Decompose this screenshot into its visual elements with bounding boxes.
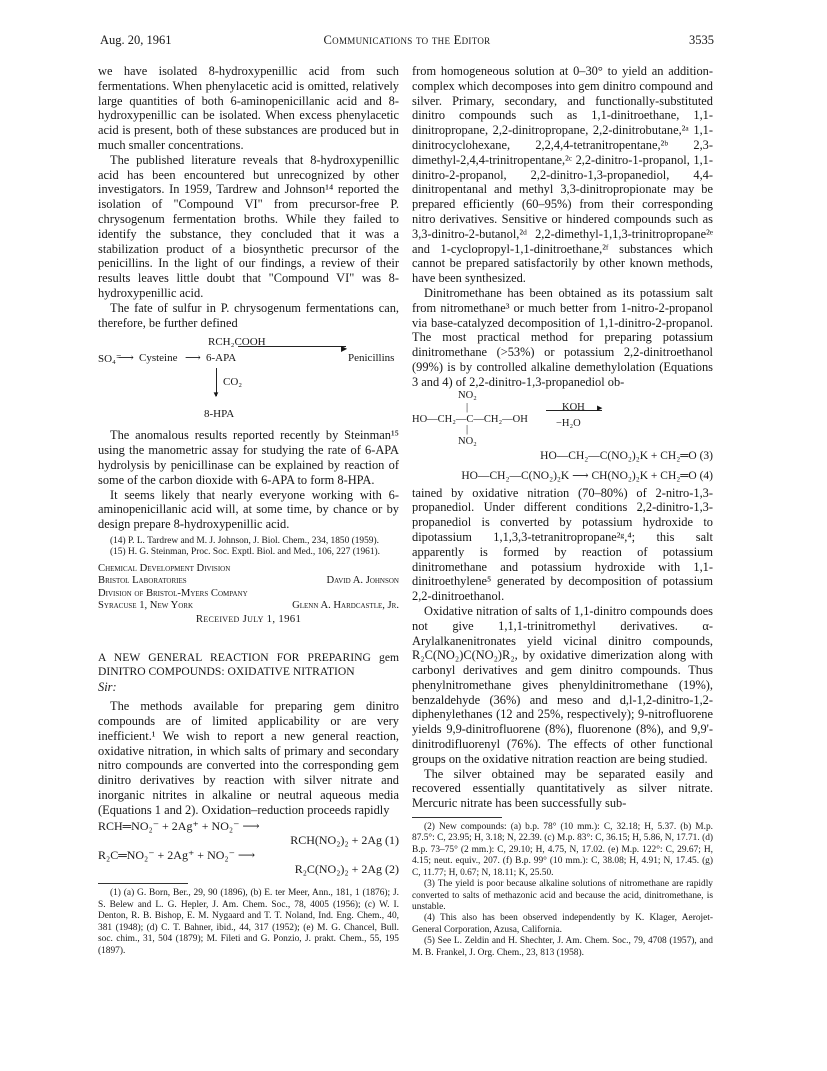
received-date: Received July 1, 1961 [195, 613, 302, 626]
equation-1-right: RCH(NO₂)₂ + 2Ag (1) [290, 833, 399, 848]
header-page-number: 3535 [689, 33, 714, 47]
arrow-icon: ⟶ [118, 352, 134, 365]
scheme-rch2cooh: RCH₂COOH [208, 336, 266, 349]
reagent-koh: KOH [562, 401, 585, 413]
scheme-so4: SO₄⁼ [98, 353, 122, 366]
paragraph: Dinitromethane has been obtained as its potassium salt from nitromethane³ or much better from 1-nitro-2-propanol via base-catalyzed decomposition of 1,1-dinitro-2-propanol. The most practical method for preparing potassium dinitromethane (>53%) or potassium 2,2-dinitroethanol (99%) is by controlled alkaline demethylolation (Equations 3 and 4) of 2,2-dinitro-1,3-propanediol ob- [412, 285, 713, 389]
salutation: Sir: [98, 680, 117, 695]
arrow-line [238, 346, 346, 355]
paragraph: Oxidative nitration of salts of 1,1-dinitro compounds does not give 1,1,1-trinitromethyl derivatives. α-Arylalkanenitronates yield vicinal dinitro compounds, R₂C(NO₂)C(NO₂)R₂, by oxidative dimerization along with carbonyl derivatives and gem dinitro compounds. Thus phenylnitromethane gives phenyldinitromethane (19%), benzaldehyde (36%) and meso and d,l-1,2-dinitro-1,2-diphenylethanes (12 and 25%, respectively); 9-nitrofluorene yields 9,9-dinitrofluorene (8%), fluorenone (8%), and 9,9'-dinitrodifluorenyl (76%). The effects of other functional groups on the oxidative nitration reaction are being studied. [412, 603, 713, 766]
paragraph: It seems likely that nearly everyone working with 6-aminopenicillanic acid will, at some time, by chance or by design prepare 8-hydroxypenillic acid. [98, 487, 399, 532]
paragraph: The silver obtained may be separated easily and recovered essentially quantitatively as silver nitrate. Mercuric nitrate has been successfully sub- [412, 766, 713, 811]
footnote: (15) H. G. Steinman, Proc. Soc. Exptl. Biol. and Med., 106, 227 (1961). [110, 547, 381, 558]
equation-3: HO—CH₂—C(NO₂)₂K + CH₂═O (3) [540, 449, 713, 462]
header-date: Aug. 20, 1961 [100, 33, 172, 47]
paragraph: from homogeneous solution at 0–30° to yield an addition-complex which decomposes into gem dinitro compound and silver. Primary, secondary, and functionally-substituted dinitro compounds such as 1,1-dinitroethane, 1,1-dinitropropane, 2,2-dinitropropane, 2,2-dinitrobutane,²ᵃ 1,1-dinitrocyclohexane, 2,2,4,4-tetranitropentane,²ᵇ 2,3-dimethyl-2,4,4-trinitropentane,²ᶜ 2,2-dinitro-1-propanol, 1,1-dinitro-2-propanol, 2,2-dinitro-1,3-propanediol, 4,4-dinitropentanal and methyl 3,3-dinitropropionate may be prepared efficiently (60–95%) from their corresponding nitro derivatives. Sensitive or hindered compounds such as 3,3-dinitro-2-butanol,²ᵈ 2,2-dimethyl-1,1,3-trinitropropane²ᵉ and 1-cyclopropyl-1,1-dinitroethane,²ᶠ substances which cannot be prepared satisfactorily by other known methods, have been synthesized. [412, 64, 713, 286]
author-name: Glenn A. Hardcastle, Jr. [292, 599, 399, 611]
header-section: Communications to the Editor [323, 33, 491, 47]
scheme-co2: CO₂ [223, 376, 243, 389]
affiliation-line: Division of Bristol-Myers Company [98, 587, 248, 599]
paragraph: The methods available for preparing gem dinitro compounds are of limited applicability or are very inefficient.¹ We wish to report a new general reaction, oxidative nitration, in which salts of primary and secondary nitro compounds are converted into the corresponding gem dinitro derivatives by reaction with silver nitrate and inorganic nitrites in alkaline or neutral aqueous media (Equations 1 and 2). Oxidation–reduction proceeds rapidly [98, 699, 399, 817]
right-column [412, 64, 713, 959]
demethylolation-scheme: NO₂ | HO—CH₂—C—CH₂—OH | NO₂ KOH ▶ −H₂O HO—CH₂—C(NO₂)₂K + CH₂═O (3) HO—CH₂—C(NO₂)₂K ⟶ CH(NO₂)₂K + CH₂═O (4) [412, 389, 713, 482]
struct-no2-top: NO₂ [458, 389, 477, 401]
affiliation-row [98, 600, 399, 612]
equations-1-2 [98, 817, 399, 877]
paragraph: The fate of sulfur in P. chrysogenum fermentations can, therefore, be further defined [98, 300, 399, 330]
paragraph: The published literature reveals that 8-hydroxypenillic acid has been encountered but unrecognized by other investigators. In 1959, Tardrew and Johnson¹⁴ reported the isolation of "Compound VI" from precursor-free P. chrysogenum fermentation broths. While they failed to identify the substance, they concluded that it was a stabilization product of a biosynthetic precursor of the penicillins. In the light of our findings, a review of their results leaves little doubt that "Compound VI" was 8-hydroxypenillic acid. [98, 152, 399, 300]
reagent-water: −H₂O [556, 417, 581, 429]
footnote-divider [412, 817, 502, 818]
scheme-cysteine: Cysteine [139, 352, 178, 365]
affiliation-row [98, 575, 399, 587]
left-column [98, 64, 399, 957]
paragraph: we have isolated 8-hydroxypenillic acid from such fermentations. When phenylacetic acid is omitted, relatively large quantities of both 6-aminopenicillanic acid and 8-hydroxypenillic can be isolated. When excess phenylacetic acid is present, both of these substances are produced but in much smaller concentrations. [98, 64, 399, 152]
struct-diol: HO—CH₂—C—CH₂—OH [412, 413, 528, 425]
struct-no2-bottom: NO₂ [458, 435, 477, 447]
paragraph: tained by oxidative nitration (70–80%) of 2-nitro-1,3-propanediol. Under different conditions 2,2-dinitro-1,3-propanediol is converted by potassium hydroxide to dipotassium 1,1,3,3-tetranitropropane²ᵍ,⁴; this salt apparently is formed by reaction of potassium dinitromethane and potassium hydroxide with 1,1-dinitroethylene⁵ generated by decomposition of potassium 2,2-dinitroethanol. [412, 485, 713, 604]
footnote: (4) This also has been observed independently by K. Klager, Aerojet-General Corporation, Azusa, California. [412, 913, 713, 935]
footnote: (1) (a) G. Born, Ber., 29, 90 (1896), (b) E. ter Meer, Ann., 181, 1 (1876); J. S. Belew and L. G. Hepler, J. Am. Chem. Soc., 78, 4005 (1956); (c) W. I. Denton, R. B. Bishop, E. M. Nygaard and T. T. Noland, Ind. Eng. Chem., 40, 381 (1948); (d) C. T. Bahner, ibid., 44, 317 (1952); (e) M. G. Chancel, Bull. soc. chim., 31, 504 (1879); M. Fileti and G. Ponzio, J. prakt. Chem., 55, 195 (1897). [98, 888, 399, 956]
arrow-icon: ⟶ [185, 352, 201, 365]
arrow-head-icon: ▶ [597, 403, 603, 412]
affiliation-block [98, 563, 399, 613]
affiliation-line: Chemical Development Division [98, 562, 231, 574]
page-header [100, 33, 714, 49]
affiliation-line: Bristol Laboratories [98, 575, 187, 587]
footnote: (3) The yield is poor because alkaline solutions of nitromethane are rapidly converted to salts of methazonic acid and because the acid, dinitromethane, is unstable. [412, 879, 713, 912]
sulfur-fate-scheme [98, 332, 399, 426]
equation-2-left: R₂C═NO₂⁻ + 2Ag⁺ + NO₂⁻ ⟶ [98, 848, 256, 863]
article-title: A NEW GENERAL REACTION FOR PREPARING gem DINITRO COMPOUNDS: OXIDATIVE NITRATION [98, 651, 399, 678]
equation-2-right: R₂C(NO₂)₂ + 2Ag (2) [294, 862, 399, 877]
scheme-penicillins: Penicillins [348, 352, 395, 365]
footnote: (2) New compounds: (a) b.p. 78° (10 mm.): C, 32.18; H, 5.37. (b) M.p. 87.5°: C, 23.95; H, 3.18; N, 22.39. (c) M.p. 83°: C, 36.15; H, 5.86, N, 17.71. (d) B.p. 73–75° (2 mm.): C, 29.10; H, 4.75, N, 17.02. (e) M.p. 122°: C, 29.67; H, 4.15; neut. equiv., 207. (f) B.p. 99° (10 mm.): C, 38.08; H, 4.91; N, 17.45. (g) C, 11.77; H, 0.67; N, 18.11; K, 25.50. [412, 822, 713, 878]
scheme-8hpa: 8-HPA [204, 408, 235, 421]
paragraph: The anomalous results reported recently by Steinman¹⁵ using the manometric assay for studying the rate of 6-APA hydrolysis by penicillinase can be explained by reaction of some of the carbon dioxide with 6-APA to form 8-HPA. [98, 428, 399, 487]
scheme-6apa: 6-APA [206, 352, 237, 365]
arrow-head-icon: ▶ [341, 344, 348, 354]
footnote: (14) P. L. Tardrew and M. J. Johnson, J. Biol. Chem., 234, 1850 (1959). [110, 535, 379, 546]
equation-1-left: RCH═NO₂⁻ + 2Ag⁺ + NO₂⁻ ⟶ [98, 819, 260, 834]
affiliation-line: Syracuse 1, New York [98, 599, 194, 611]
footnote: (5) See L. Zeldin and H. Shechter, J. Am. Chem. Soc., 79, 4708 (1957), and M. B. Frankel, J. Org. Chem., 23, 813 (1958). [412, 936, 713, 958]
equation-4: HO—CH₂—C(NO₂)₂K ⟶ CH(NO₂)₂K + CH₂═O (4) [461, 469, 713, 482]
down-arrow-head-icon: ▼ [212, 390, 220, 400]
author-name: David A. Johnson [326, 575, 399, 587]
arrow-line [546, 410, 602, 411]
footnote-divider [98, 883, 188, 884]
